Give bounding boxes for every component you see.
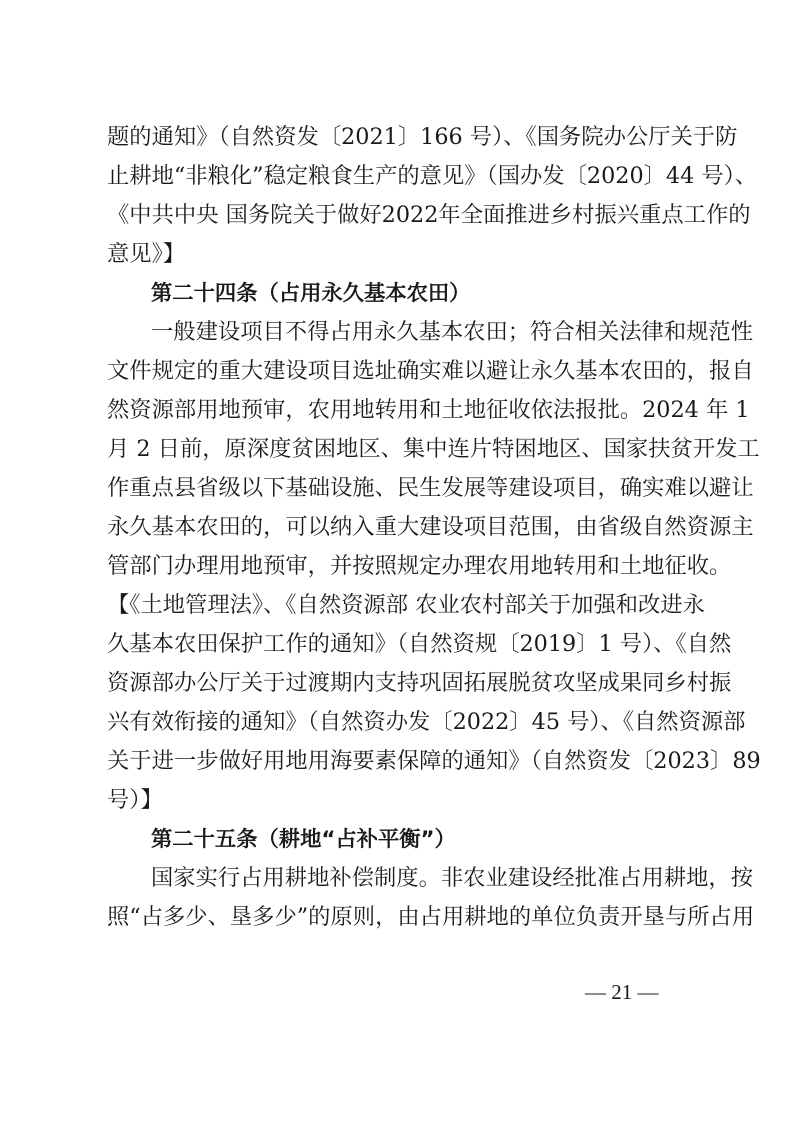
text-line: 管部门办理用地预审，并按照规定办理农用地转用和土地征收。: [107, 553, 732, 579]
text-line: 止耕地“非粮化”稳定粮食生产的意见》（国办发〔2020〕44 号）、: [107, 163, 758, 189]
text-line: 意见》】: [107, 241, 186, 267]
text-line: 兴有效衔接的通知》（自然资办发〔2022〕45 号）、《自然资源部: [107, 709, 746, 735]
article-heading: 第二十五条（耕地“占补平衡”）: [151, 827, 456, 852]
text-line: 题的通知》（自然资发〔2021〕166 号）、《国务院办公厅关于防: [107, 124, 738, 150]
text-line: 资源部办公厅关于过渡期内支持巩固拓展脱贫攻坚成果同乡村振: [107, 670, 732, 696]
text-line: 照“占多少、垦多少”的原则，由占用耕地的单位负责开垦与所占用: [107, 904, 755, 930]
text-line: 一般建设项目不得占用永久基本农田；符合相关法律和规范性: [151, 319, 754, 345]
text-line: 作重点县省级以下基础设施、民生发展等建设项目，确实难以避让: [107, 475, 754, 501]
text-line: 永久基本农田的，可以纳入重大建设项目范围，由省级自然资源主: [107, 514, 754, 540]
text-line: 文件规定的重大建设项目选址确实难以避让永久基本农田的，报自: [107, 358, 754, 384]
document-body: [107, 118, 761, 937]
text-line: 【《土地管理法》、《自然资源部 农业农村部关于加强和改进永: [107, 592, 705, 618]
page-number: — 21 —: [585, 980, 659, 1004]
text-line: 《中共中央 国务院关于做好2022年全面推进乡村振兴重点工作的: [107, 202, 751, 228]
text-line: 号）】: [107, 787, 163, 813]
text-line: 月 2 日前，原深度贫困地区、集中连片特困地区、国家扶贫开发工: [107, 436, 760, 462]
text-line: 然资源部用地预审，农用地转用和土地征收依法报批。2024 年 1: [107, 397, 750, 423]
text-line: 国家实行占用耕地补偿制度。非农业建设经批准占用耕地，按: [151, 865, 754, 891]
text-line: 久基本农田保护工作的通知》（自然资规〔2019〕1 号）、《自然: [107, 631, 732, 657]
article-heading: 第二十四条（占用永久基本农田）: [151, 281, 471, 306]
text-line: 关于进一步做好用地用海要素保障的通知》（自然资发〔2023〕89: [107, 748, 761, 774]
